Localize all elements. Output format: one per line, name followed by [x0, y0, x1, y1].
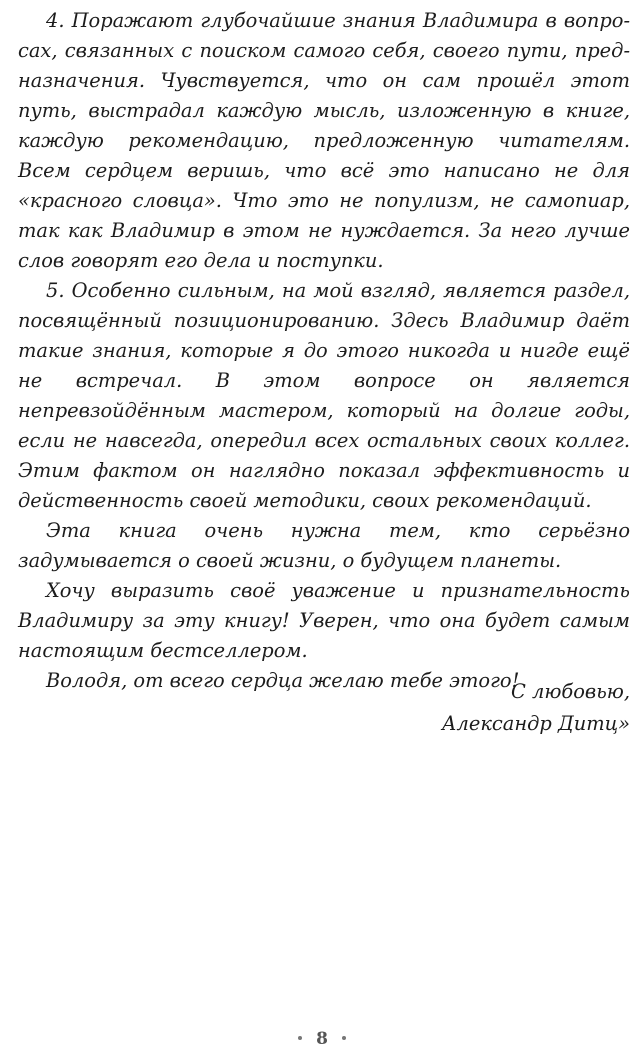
page-number: 8 [316, 1029, 328, 1049]
folio-dot-right-icon [342, 1036, 346, 1040]
paragraph-point-5: 5. Особенно сильным, на мой взгляд, является раздел, посвящённый позиционированию. Здесь Владимир даёт такие знания, которые я до этого никогда и нигде ещё не встречал. В этом вопросе он является непревзойдённым мастером, который на долгие годы, если не навсегда, опередил всех остальных своих коллег. Этим фактом он наглядно показал эффективность и действенность своей методики, своих рекомендаций. [18, 279, 630, 512]
paragraph-gratitude: Хочу выразить своё уважение и признательность Владимиру за эту книгу! Уверен, что она будет самым настоящим бестселлером. [18, 579, 630, 662]
signature-closing: С любовью, [510, 680, 630, 703]
folio-dot-left-icon [298, 1036, 302, 1040]
paragraph-wish: Володя, от всего сердца желаю тебе этого! [46, 669, 520, 692]
signature-block [442, 676, 630, 740]
page-footer [0, 1026, 644, 1052]
page-body [18, 6, 630, 696]
signature-author: Александр Дитц» [441, 712, 630, 735]
paragraph-point-4: 4. Поражают глубочайшие знания Владимира в вопросах, связанных с поиском самого себя, своего пути, предназначения. Чувствуется, что он сам прошёл этот путь, выстрадал каждую мысль, изложенную в книге, каждую рекомендацию, предложенную читателям. Всем сердцем веришь, что всё это написано не для «красного словца». Что это не популизм, не самопиар, так как Владимир в этом не нуждается. За него лучше слов говорят его дела и поступки. [18, 9, 630, 272]
paragraph-book-needed: Эта книга очень нужна тем, кто серьёзно задумывается о своей жизни, о будущем планеты. [18, 519, 630, 572]
